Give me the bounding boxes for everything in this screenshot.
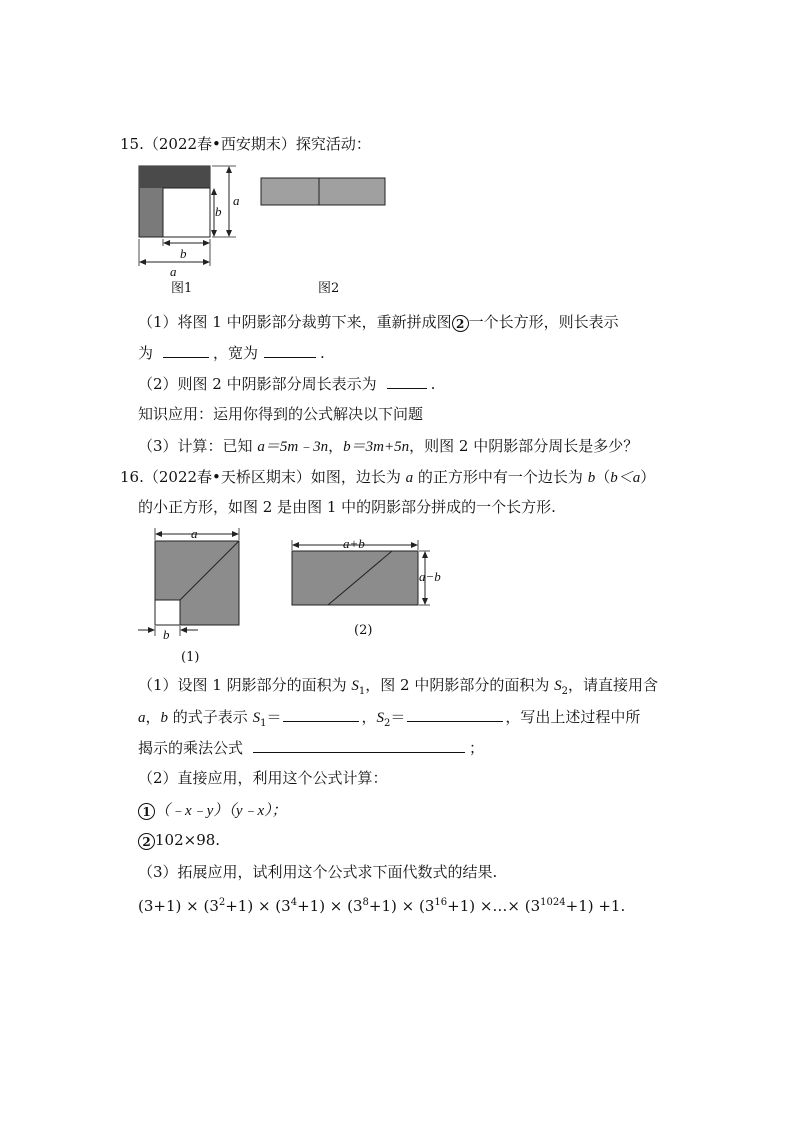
q16-expr-exp: 8	[362, 897, 369, 908]
q15-part3-eq-a: a＝5m﹣3n	[257, 439, 329, 455]
q15-length-blank[interactable]	[163, 342, 209, 358]
q15-fig1-label-b-bottom: b	[180, 246, 187, 261]
q15-part3	[138, 436, 638, 457]
q15-part1-line2	[138, 342, 325, 363]
q15-part1-line1	[138, 312, 619, 332]
q15-fig1-label-a-right: a	[233, 193, 240, 208]
q16-eq1: ＝	[266, 708, 282, 726]
q16-s2-again-sub: 2	[383, 718, 391, 729]
q15-fig1-inner-square	[163, 188, 210, 237]
q15-part1-text-e: .	[320, 344, 325, 362]
q15-part2-text-b: .	[430, 375, 436, 393]
q16-header-b: b	[587, 470, 596, 486]
q15-part3-text-e: ，则图 2 中阴影部分周长是多少？	[409, 437, 639, 455]
q16-header-a: a	[405, 470, 414, 486]
q15-fig1-label-b-right: b	[215, 204, 222, 219]
q16-part1-text-b: ，图 2 中阴影部分的面积为	[365, 676, 555, 694]
q15-header: 15.（2022春•西安期末）探究活动：	[120, 135, 371, 153]
q15-part3-text-a: （3）计算：已知	[138, 437, 258, 455]
q16-part1-text-c: ，请直接用含	[568, 676, 659, 694]
q16-expr-exp: 16	[434, 897, 448, 908]
q16-s1-again-sub: 1	[260, 718, 267, 729]
q16-part1-text-a: （1）设图 1 阴影部分的面积为	[138, 676, 352, 694]
q15-fig1-label-a-bottom: a	[170, 264, 177, 279]
q16-expr-part: +1) × (3	[368, 897, 435, 915]
q15-part1-text-c: 为	[138, 344, 154, 362]
q15-part2	[138, 373, 435, 394]
q16-s2-blank[interactable]	[407, 706, 503, 722]
q15-fig1-dark-strip	[139, 166, 210, 188]
q16-fig1-caption: (1)	[181, 650, 200, 665]
q15-width-blank[interactable]	[264, 342, 316, 358]
q16-fig1-diagonal	[180, 541, 239, 600]
q15-fig2	[261, 178, 385, 205]
q15-circled-2: 2	[452, 315, 469, 332]
q15-fig1-caption: 图1	[171, 281, 193, 296]
q16-fig1-outer-square	[155, 541, 239, 625]
q16-s2-again: S	[376, 710, 384, 726]
q15-part1-text-d: ，宽为	[213, 344, 259, 362]
q16-line2: 的小正方形，如图 2 是由图 1 中的阴影部分拼成的一个长方形.	[138, 498, 556, 516]
q16-fig2-rectangle	[292, 551, 418, 605]
q15-perimeter-blank[interactable]	[387, 373, 427, 389]
q16-expr-exp: 4	[290, 897, 298, 908]
q16-header-text-c: 的正方形中有一个边长为	[413, 468, 588, 486]
q15-part3-eq-b: b＝3m+5n	[343, 439, 410, 455]
q16-circled-1: 1	[138, 803, 155, 820]
q16-expr-exp: 1024	[540, 897, 566, 908]
q16-header-text-a: 16.（2022春•天桥区期末）如图，边长为	[120, 468, 406, 486]
q16-expr-end: +1) +1.	[565, 897, 626, 915]
q15-part2-text-a: （2）则图 2 中阴影部分周长表示为	[138, 375, 377, 393]
q15-part1-text-b: 一个长方形，则长表示	[468, 313, 619, 331]
q15-part3-text-c: ，	[328, 437, 344, 455]
q15-fig1-outer-square	[139, 166, 210, 237]
q16-part1-line1	[138, 675, 658, 702]
q16-item1	[138, 800, 287, 821]
q16-item2-text: 102×98.	[155, 831, 221, 849]
q16-s1: S	[351, 678, 359, 694]
q16-part1-text-n: 揭示的乘法公式	[138, 739, 244, 757]
q16-s1-sub: 1	[358, 686, 366, 697]
q16-expr-part: +1) × (3	[225, 897, 291, 915]
q16-fig1-label-a: a	[191, 526, 198, 541]
q16-part3: （3）拓展应用，试利用这个公式求下面代数式的结果.	[138, 863, 498, 881]
q15-fig2-caption: 图2	[318, 281, 340, 296]
q16-semicolon: ；	[469, 739, 485, 757]
q16-header	[120, 467, 655, 488]
q16-circled-2: 2	[138, 833, 155, 850]
q16-fig2-label-top: a+b	[343, 536, 365, 551]
q16-fig1-inner-square	[155, 600, 180, 625]
q15-fig2-rectangle	[261, 178, 385, 205]
q16-expr-part: +1) ×…× (3	[447, 897, 541, 915]
q15-part1-text-a: （1）将图 1 中阴影部分裁剪下来，重新拼成图	[138, 313, 452, 331]
q16-header-text-e: （	[595, 468, 611, 486]
q16-part1-line2	[138, 706, 640, 734]
q16-expression	[138, 893, 625, 916]
q16-var-b: b	[160, 710, 169, 726]
q16-fig2-caption: (2)	[354, 623, 373, 638]
q16-comma: ，	[145, 708, 161, 726]
q16-var-a: a	[138, 710, 146, 726]
q16-header-condition: b＜a	[610, 470, 641, 486]
q16-comma2: ，	[361, 708, 377, 726]
q16-part1-text-g: 的式子表示	[168, 708, 253, 726]
q16-fig2-diagonal	[328, 551, 392, 605]
q16-s2: S	[554, 678, 562, 694]
q16-part2: （2）直接应用，利用这个公式计算：	[138, 769, 388, 787]
q16-expr-exp: 2	[218, 897, 226, 908]
q16-fig1	[138, 528, 239, 636]
q16-item2	[138, 830, 220, 850]
q16-expr-part: +1) × (3	[297, 897, 363, 915]
q16-part1-line3	[138, 737, 484, 758]
q15-knowledge: 知识应用：运用你得到的公式解决以下问题	[138, 405, 424, 423]
q16-part1-text-m: ，写出上述过程中所	[505, 708, 641, 726]
q16-fig2-label-side: a−b	[419, 569, 441, 584]
q16-s1-again: S	[252, 710, 261, 726]
q16-fig1-label-b: b	[163, 627, 170, 642]
q16-formula-blank[interactable]	[253, 737, 465, 753]
q16-eq2: ＝	[390, 708, 406, 726]
q16-header-text-g: ）	[640, 468, 656, 486]
q16-item1-text: （﹣x﹣y）（y﹣x）；	[155, 803, 287, 819]
q16-s1-blank[interactable]	[283, 706, 359, 722]
q16-expr-part: (3+1) × (3	[138, 897, 219, 915]
q16-s2-sub: 2	[561, 686, 569, 697]
